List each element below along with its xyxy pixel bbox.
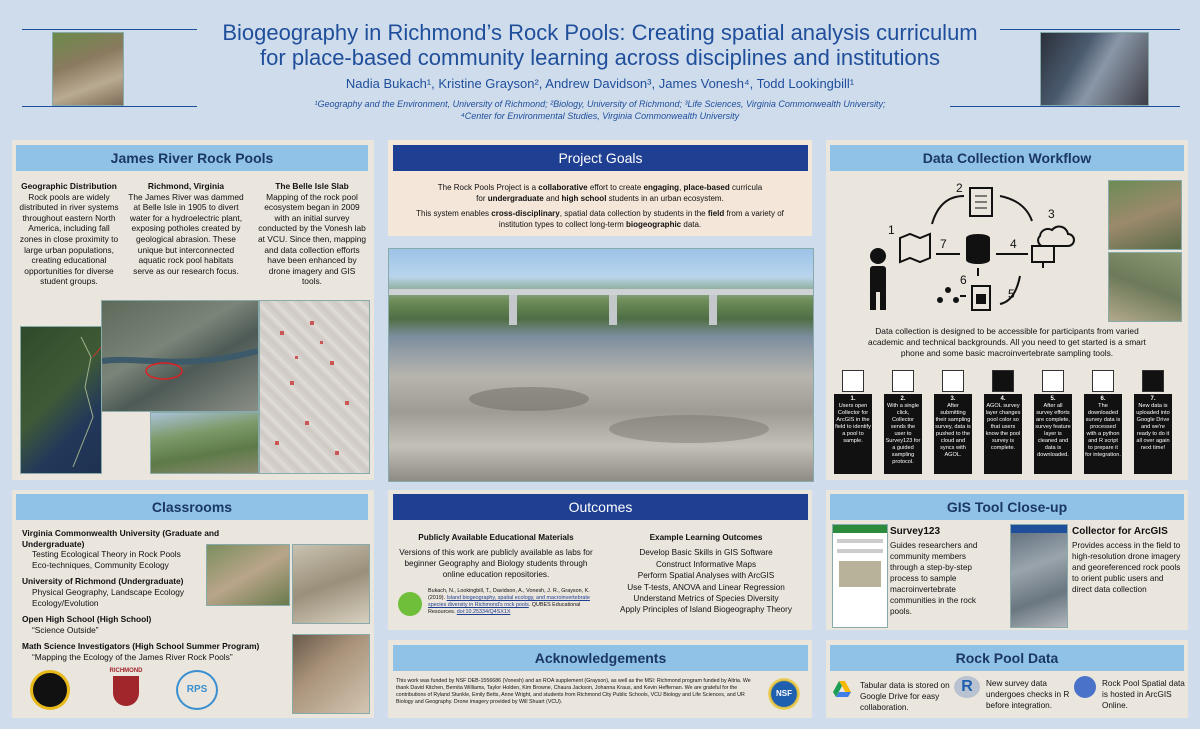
citation-doi-link[interactable]: doi:10.25334/Q4SX1X: [456, 609, 511, 615]
step-card-6: [1084, 394, 1122, 474]
step-card-text: After all survey efforts are complete, survey feature layer is cleaned and data is downloaded.: [1035, 403, 1071, 458]
materials-head: Publicly Available Educational Materials: [418, 533, 574, 542]
richmond-highlight-icon: [102, 301, 258, 411]
goals-keyword: biogeographic: [626, 220, 682, 229]
workflow-title: Data Collection Workflow: [830, 145, 1184, 171]
qubes-icon: [398, 592, 422, 616]
step-3-monitor-icon: [942, 370, 964, 392]
authors: Nadia Bukach¹, Kristine Grayson², Andrew Davidson³, James Vonesh⁴, Todd Lookingbill¹: [345, 76, 855, 91]
step-2-form-icon: [892, 370, 914, 392]
group-icon: [937, 287, 959, 303]
learning-item: Construct Informative Maps: [655, 559, 757, 569]
step-card-text: New data is uploaded into Google Drive and we're ready to do it all over again next time!: [1136, 403, 1170, 451]
map-outline-icon: [21, 327, 101, 473]
citation-link[interactable]: Island biogeography, spatial ecology, and macroinvertebrate species diversity in Richmond's rock pools: [428, 595, 590, 608]
step-card-3: [934, 394, 972, 474]
learning-head: Example Learning Outcomes: [649, 533, 763, 542]
geo-distribution-column: [18, 181, 120, 287]
goals-text: ,: [679, 183, 684, 192]
richmond-shield-icon: [113, 676, 139, 706]
monitor-icon: [1032, 246, 1054, 268]
classroom-head: University of Richmond (Undergraduate): [22, 576, 184, 587]
goals-keyword: engaging: [643, 183, 680, 192]
rock-pool-data-title: Rock Pool Data: [830, 645, 1184, 671]
step-number: 1: [888, 223, 895, 237]
step-5-file-icon: [1042, 370, 1064, 392]
belle-isle-head: The Belle Isle Slab: [275, 181, 349, 191]
cloud-icon: [1038, 226, 1074, 246]
step-card-num: 3.: [950, 396, 956, 402]
outcomes-title: Outcomes: [393, 494, 808, 520]
citation-text: . QUBES Educational Resources.: [428, 602, 581, 615]
belle-isle-body: Mapping of the rock pool ecosystem began in 2009 with an initial survey conducted by the Vonesh lab at VCU. Since then, mapping and data collection efforts have been enhanced by drone imagery and GIS tools.: [258, 191, 367, 287]
step-card-1: [834, 394, 872, 474]
classroom-line: Physical Geography, Landscape Ecology: [32, 586, 185, 597]
affiliations-line2: ⁴Center for Environmental Studies, Virginia Commonwealth University: [460, 111, 740, 121]
goals-paragraph-1: [392, 182, 808, 193]
goals-text: effort to create: [587, 183, 644, 192]
file-icon: [972, 286, 990, 310]
step-7-database-icon: [1142, 370, 1164, 392]
step-card-4: [984, 394, 1022, 474]
step-card-7: [1134, 394, 1172, 474]
workflow-description: [830, 326, 1184, 359]
learning-outcomes: [606, 532, 806, 616]
learning-item: Understand Metrics of Species Diversity: [633, 594, 779, 604]
database-icon: [966, 234, 990, 264]
citation: [428, 588, 598, 616]
classroom-line: “Mapping the Ecology of the James River Rock Pools”: [32, 651, 233, 662]
form-icon: [970, 188, 992, 216]
classroom-item: [22, 641, 282, 662]
poster-title-line1: Biogeography in Richmond’s Rock Pools: Creating spatial analysis curriculum: [222, 20, 978, 45]
acknowledgements-title: Acknowledgements: [393, 645, 808, 671]
project-goals-text: [392, 182, 808, 230]
step-number: 3: [1048, 207, 1055, 221]
classroom-photo-2: [292, 544, 370, 624]
collector-text: [1072, 526, 1184, 595]
goals-paragraph-2: [392, 208, 808, 219]
poster-title: [0, 20, 1200, 70]
survey123-screenshot: [832, 524, 888, 628]
learning-item: Use T-tests, ANOVA and Linear Regression: [627, 582, 785, 592]
richmond-logo-text: RICHMOND: [109, 668, 143, 674]
rock-pool-data-item1: Tabular data is stored on Google Drive for easy collaboration.: [860, 681, 950, 712]
richmond-column: [128, 181, 244, 276]
learning-item: Perform Spatial Analyses with ArcGIS: [637, 571, 775, 581]
materials-column: [396, 532, 596, 580]
goals-text: students in an urban ecosystem.: [606, 194, 724, 203]
belle-isle-column: [258, 181, 366, 287]
step-card-text: After submitting their sampling survey, data is pushed to the cloud and syncs with AGOL.: [935, 403, 971, 458]
goals-text: data.: [681, 220, 702, 229]
goals-keyword: place-based: [683, 183, 730, 192]
classrooms-title: Classrooms: [16, 494, 368, 520]
classroom-photo-3: [292, 634, 370, 714]
collector-body: Provides access in the field to high-resolution drone imagery and georeferenced rock pools to orient public users and direct data collection: [1072, 541, 1181, 594]
learning-item: Apply Principles of Island Biogeography Theory: [620, 605, 792, 615]
person-icon: [870, 248, 886, 310]
step-card-num: 2.: [900, 396, 906, 402]
step-card-text: AGOL survey layer changes pool color so that users know the pool survey is complete.: [985, 403, 1021, 451]
acknowledgements-text: This work was funded by NSF DEB-1556686 (Vonesh) and an ROA supplement (Grayson), as well as the MSI: Richmond program funded by Altria. We thank David Kitchen, Bernita Williams, Taylor Holden, Kim Browne, Chaura Jackson, Johanna Kraus, and Kevin Heffernan. We are grateful for the contributions of Ryland Stunkle, Emily Betts, Anne Wright, and students from Richmond City Public Schools, VCU Biology and Life Sciences, and UR Biology and Geography. Drone imagery provided by Will Shuart (VCU).: [396, 678, 751, 705]
step-card-text: The downloaded survey data is processed with a python and R script to prepare it for integration.: [1085, 403, 1121, 458]
step-card-num: 1.: [850, 396, 856, 402]
james-river-title: James River Rock Pools: [16, 145, 368, 171]
step-number: 6: [960, 273, 967, 287]
richmond-head: Richmond, Virginia: [147, 181, 225, 191]
step-card-num: 7.: [1150, 396, 1156, 402]
step-card-num: 4.: [1000, 396, 1006, 402]
step-number: 5: [1008, 287, 1015, 301]
classroom-photo-1: [206, 544, 290, 606]
goals-text: This system enables: [416, 209, 492, 218]
goals-keyword: field: [707, 209, 725, 218]
step-card-5: [1034, 394, 1072, 474]
classroom-line: “Science Outside”: [32, 624, 99, 635]
goals-text: curricula: [729, 183, 763, 192]
classroom-line: Testing Ecological Theory in Rock Pools: [32, 549, 181, 560]
goals-keyword: undergraduate: [487, 194, 544, 203]
step-card-2: [884, 394, 922, 474]
rps-logo: RPS: [176, 670, 218, 710]
goals-paragraph-2b: [392, 219, 808, 230]
goals-keyword: cross-disciplinary: [491, 209, 560, 218]
goals-paragraph-1b: [392, 193, 808, 204]
step-number: 7: [940, 237, 947, 251]
goals-text: The Rock Pools Project is a: [437, 183, 539, 192]
nsf-logo: NSF: [768, 678, 800, 710]
survey123-body: Guides researchers and community members through a step-by-step process to sample macroinvertebrate communities in the rock pools.: [890, 541, 978, 616]
map-icon: [900, 234, 930, 262]
classroom-head: Open High School (High School): [22, 614, 152, 625]
step-6-group-icon: [1092, 370, 1114, 392]
step-1-map-icon: [842, 370, 864, 392]
learning-item: Develop Basic Skills in GIS Software: [639, 548, 773, 558]
rock-pool-data-item2: New survey data undergoes checks in R before integration.: [986, 679, 1070, 710]
citation-text: Bukach, N., Lookingbill, T., Davidson, A., Vonesh, J. R., Grayson, K. (2019).: [428, 588, 590, 601]
geo-distribution-body: Rock pools are widely distributed in river systems throughout eastern North America, including fall zones in close proximity to large urban populations, creating educational opportunities for diverse student groups.: [19, 191, 119, 287]
step-card-text: Users open Collector for ArcGIS in the field to identify a pool to sample.: [835, 403, 871, 444]
google-drive-icon: [832, 680, 852, 700]
step-number: 4: [1010, 237, 1017, 251]
goals-keyword: collaborative: [538, 183, 588, 192]
survey123-text: [890, 526, 994, 617]
step-card-text: With a single click, Collector sends the user to Survey123 for a guided sampling protocol.: [885, 403, 921, 465]
rock-pool-markers-icon: [260, 301, 369, 473]
workflow-desc-line: phone and some basic macroinvertebrate sampling tools.: [900, 348, 1114, 358]
poster-title-line2: for place-based community learning across disciplines and institutions: [260, 45, 940, 70]
richmond-logo: [106, 668, 146, 712]
step-card-num: 6.: [1100, 396, 1106, 402]
goals-keyword: high school: [561, 194, 607, 203]
materials-body: Versions of this work are publicly available as labs for beginner Geography and Biology students through online education repositories.: [399, 548, 593, 579]
goals-text: and: [543, 194, 562, 203]
bridge-icon: [389, 249, 813, 481]
goals-text: , spatial data collection by students in the: [559, 209, 708, 218]
arcgis-online-icon: [1074, 676, 1096, 698]
affiliations-line1: ¹Geography and the Environment, University of Richmond; ²Biology, University of Richmond; ³Life Sciences, Virginia Commonwealth University;: [314, 99, 886, 109]
richmond-body: The James River was dammed at Belle Isle in 1905 to divert water for a hydroelectric plant, exposing potholes created by geological abrasion. These unique but interconnected aquatic rock pool habitats serve as our research focus.: [128, 191, 244, 276]
step-4-database-icon: [992, 370, 1014, 392]
step-card-num: 5.: [1050, 396, 1056, 402]
map-belle-isle-slab: [259, 300, 370, 474]
affiliations: [0, 98, 1200, 122]
workflow-photo-1: [1108, 180, 1182, 250]
main-photo-rock-pools: [388, 248, 814, 482]
vcu-logo: [30, 670, 70, 710]
classroom-head: Math Science Investigators (High School Summer Program): [22, 641, 260, 652]
classroom-line: Eco-techniques, Community Ecology: [32, 559, 169, 570]
classroom-line: Ecology/Evolution: [32, 597, 99, 608]
workflow-photo-2: [1108, 252, 1182, 322]
goals-text: institution types to collect long-term: [498, 220, 627, 229]
goals-text: for: [476, 194, 488, 203]
goals-text: from a variety of: [724, 209, 784, 218]
collector-head: Collector for ArcGIS: [1072, 526, 1168, 537]
classroom-item: [22, 614, 282, 635]
classroom-head: Virginia Commonwealth University (Graduate and Undergraduate): [22, 528, 220, 549]
photo-belle-isle-aerial: [150, 412, 259, 474]
survey123-head: Survey123: [890, 526, 941, 537]
rock-pool-data-item3: Rock Pool Spatial data is hosted in ArcGIS Online.: [1102, 679, 1185, 710]
workflow-diagram: [860, 176, 1100, 316]
geo-distribution-head: Geographic Distribution: [21, 181, 117, 191]
workflow-desc-line: Data collection is designed to be accessible for participants from varied: [875, 326, 1139, 336]
project-goals-title: Project Goals: [393, 145, 808, 171]
step-number: 2: [956, 181, 963, 195]
gis-tools-title: GIS Tool Close-up: [830, 494, 1184, 520]
collector-screenshot: [1010, 524, 1068, 628]
r-logo-icon: R: [954, 676, 980, 698]
map-richmond: [101, 300, 259, 412]
workflow-desc-line: academic and technical backgrounds. All you need to get started is a smart: [868, 337, 1146, 347]
map-eastern-us: [20, 326, 102, 474]
